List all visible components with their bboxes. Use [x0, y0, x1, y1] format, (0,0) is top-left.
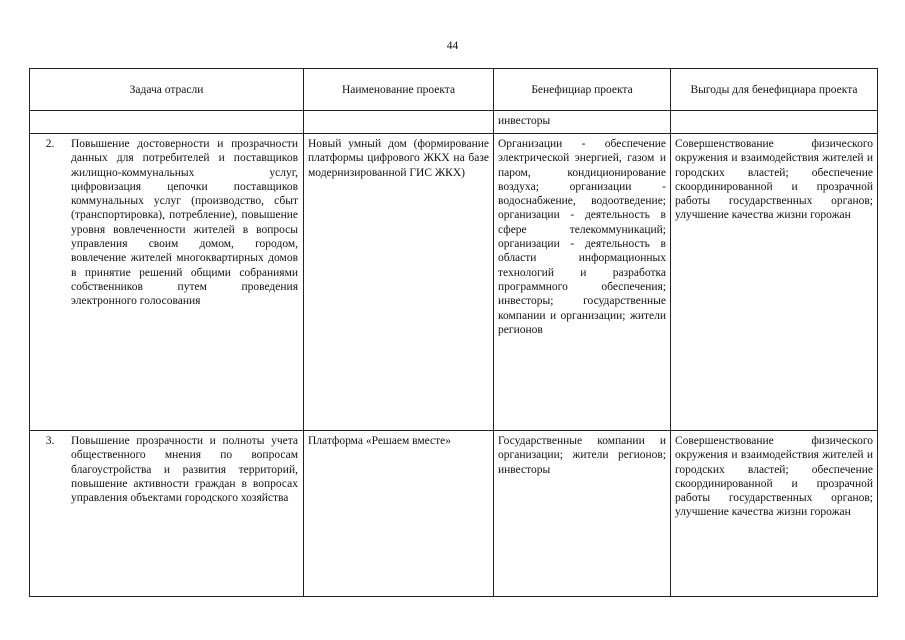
project-text: Новый умный дом (формирование платформы цифрового ЖКХ на базе модернизированной ГИС ЖКХ) [308, 138, 489, 179]
row-number: 2. [45, 138, 55, 150]
table-header-row [30, 69, 878, 111]
beneficiary-text: Организации - обеспечение электрической энергией, газом и паром, кондиционирование воздуха; организации - водоснабжение, водоотведение; организации - деятельность в сфере телекоммуникаций; организации - деятельность в области информационных технологий и разработка программного обеспечения; инвесторы; государственные компании и организации; жители регионов [498, 138, 666, 336]
project-cell [304, 134, 494, 431]
benefits-cell [671, 134, 878, 431]
continuation-beneficiary-cell [494, 111, 671, 134]
continuation-row [30, 111, 878, 134]
row-number: 3. [45, 435, 55, 447]
beneficiary-cell [494, 431, 671, 597]
task-cell [30, 134, 304, 431]
page-number: 44 [446, 40, 459, 52]
header-beneficiary: Бенефициар проекта [494, 69, 671, 111]
task-text: Повышение достоверности и прозрачности данных для потребителей и поставщиков жилищно-коммунальных услуг, цифровизация цепочки поставщиков коммунальных услуг (производство, сбыт (транспортировка), потребление), повышение уровня вовлеченности жителей в вопросы управления своим домом, городом, вовлечение жителей многоквартирных домов в принятие решений общими собраниями собственников путем проведения электронного голосования [71, 138, 298, 308]
benefits-cell [671, 431, 878, 597]
header-benefits: Выгоды для бенефициара проекта [671, 69, 878, 111]
project-text: Платформа «Решаем вместе» [308, 435, 452, 447]
task-text: Повышение прозрачности и полноты учета общественного мнения по вопросам благоустройства и развития территорий, повышение активности граждан в вопросах управления объектами городского хозяйства [71, 435, 298, 505]
project-cell [304, 431, 494, 597]
task-cell [30, 431, 304, 597]
continuation-benefits-cell [671, 111, 878, 134]
table-row [30, 134, 878, 431]
header-project: Наименование проекта [304, 69, 494, 111]
beneficiary-cell [494, 134, 671, 431]
benefits-text: Совершенствование физического окружения и взаимодействия жителей и городских властей; обеспечение скоординированной и прозрачной работы государственных органов; улучшение качества жизни горожан [675, 138, 873, 222]
continuation-task-cell [30, 111, 304, 134]
projects-table [29, 68, 878, 597]
continuation-beneficiary: инвесторы [498, 115, 551, 127]
beneficiary-text: Государственные компании и организации; жители регионов; инвесторы [498, 435, 666, 476]
continuation-project-cell [304, 111, 494, 134]
header-task: Задача отрасли [30, 69, 304, 111]
table-row [30, 431, 878, 597]
benefits-text: Совершенствование физического окружения и взаимодействия жителей и городских властей; обеспечение скоординированной и прозрачной работы государственных органов; улучшение качества жизни горожан [675, 435, 873, 519]
